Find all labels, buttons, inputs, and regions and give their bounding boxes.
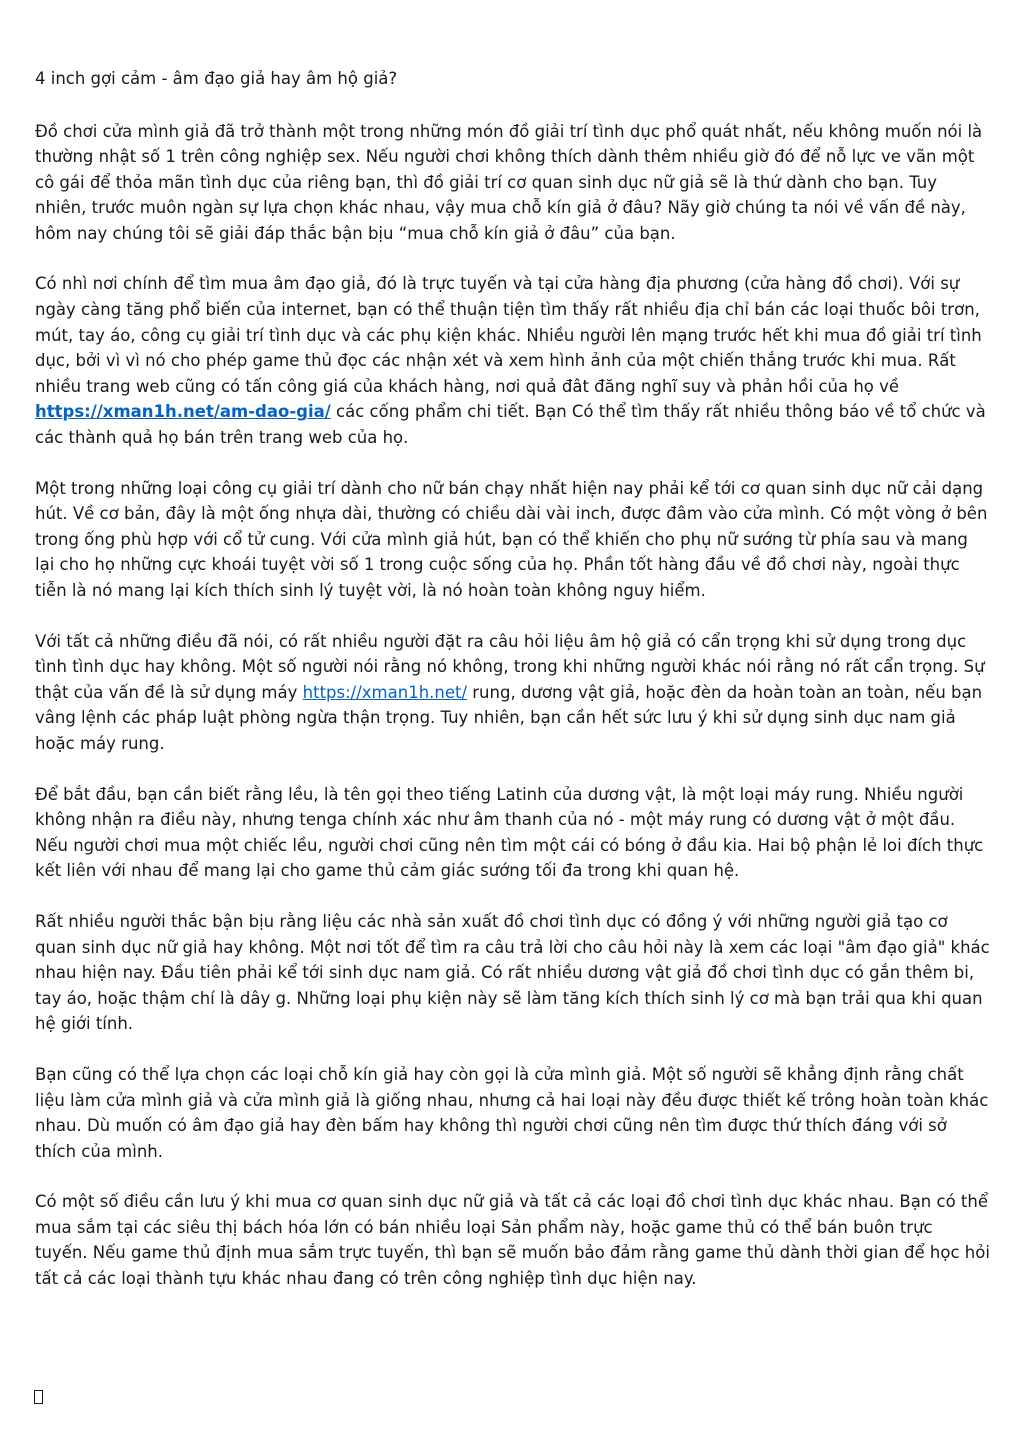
paragraph-3: Một trong những loại công cụ giải trí dành cho nữ bán chạy nhất hiện nay phải kể tới cơ quan sinh dục nữ cải dạng hút. Về cơ bản, đây là một ống nhựa dài, thường có chiều dài vài inch, được đâm vào cửa mình. Có một vòng ở bên trong ống phù hợp với cổ tử cung. Với cửa mình giả hút, bạn có thể khiến cho phụ nữ sướng từ phía sau và mang lại cho họ những cực khoái tuyệt vời số 1 trong cuộc sống của họ. Phần tốt hàng đầu về đồ chơi này, ngoài thực tiễn là nó mang lại kích thích sinh lý tuyệt vời, là nó hoàn toàn không nguy hiểm. (35, 478, 988, 600)
paragraph-2-text-before: Có nhì nơi chính để tìm mua âm đạo giả, đó là trực tuyến và tại cửa hàng địa phương (cửa hàng đồ chơi). Với sự ngày càng tăng phổ biến của internet, bạn có thể thuận tiện tìm thấy rất nhiều địa chỉ bán các loại thuốc bôi trơn, mút, tay áo, công cụ giải trí tình dục và các phụ kiện khác. Nhiều người lên mạng trước hết khi mua đồ giải trí tình dục, bởi vì vì nó cho phép game thủ đọc các nhận xét và xem hình ảnh của một chiến thắng trước khi mua. Rất nhiều trang web cũng có tấn công giá của khách hàng, nơi quả đât đăng nghĩ suy và phản hồi của họ về (35, 274, 982, 396)
missing-glyph-box-icon (34, 1390, 43, 1404)
paragraph-2-text-after: các cống phẩm chi tiết. Bạn Có thể tìm thấy rất nhiều thông báo về tổ chức và các thành quả họ bán trên trang web của họ. (35, 402, 986, 448)
paragraph-5: Để bắt đầu, bạn cần biết rằng lều, là tên gọi theo tiếng Latinh của dương vật, là một loại máy rung. Nhiều người không nhận ra điều này, nhưng tenga chính xác như âm thanh của nó - một máy rung có dương vật ở một đầu. Nếu người chơi mua một chiếc lều, người chơi cũng nên tìm một cái có bóng ở đầu kia. Hai bộ phận lẻ loi đích thực kết liên với nhau để mang lại cho game thủ cảm giác sướng tối đa trong khi quan hệ. (35, 784, 984, 881)
document-title: 4 inch gợi cảm - âm đạo giả hay âm hộ giả? (35, 69, 398, 88)
paragraph-6: Rất nhiều người thắc bận bịu rằng liệu các nhà sản xuất đồ chơi tình dục có đồng ý với những người giả tạo cơ quan sinh dục nữ giả hay không. Một nơi tốt để tìm ra câu trả lời cho câu hỏi này là xem các loại "âm đạo giả" khác nhau hiện nay. Đầu tiên phải kể tới sinh dục nam giả. Có rất nhiều dương vật giả đồ chơi tình dục có gắn thêm bi, tay áo, hoặc thậm chí là dây g. Những loại phụ kiện này sẽ làm tăng kích thích sinh lý cơ mà bạn trải qua khi quan hệ giới tính. (35, 911, 990, 1034)
document-body (35, 66, 990, 1317)
paragraph-4 (35, 629, 990, 757)
am-dao-gia-link[interactable]: https://xman1h.net/am-dao-gia/ (35, 402, 331, 422)
paragraph-8: Có một số điều cần lưu ý khi mua cơ quan sinh dục nữ giả và tất cả các loại đồ chơi tình dục khác nhau. Bạn có thể mua sắm tại các siêu thị bách hóa lớn có bán nhiều loại Sản phẩm này, hoặc game thủ có thể bán buôn trực tuyến. Nếu game thủ định mua sắm trực tuyến, thì bạn sẽ muốn bảo đảm rằng game thủ dành thời gian để học hỏi tất cả các loại thành tựu khác nhau đang có trên công nghiệp tình dục hiện nay. (35, 1192, 990, 1289)
paragraph-4-text-after: rung, dương vật giả, hoặc đèn da hoàn toàn an toàn, nếu bạn vâng lệnh các pháp luật phòng ngừa thận trọng. Tuy nhiên, bạn cần hết sức lưu ý khi sử dụng sinh dục nam giả hoặc máy rung. (35, 682, 983, 753)
xman1h-home-link[interactable]: https://xman1h.net/ (302, 682, 468, 702)
paragraph-4-text-before: Với tất cả những điều đã nói, có rất nhiều người đặt ra câu hỏi liệu âm hộ giả có cẩn trọng khi sử dụng trong dục tình tình dục hay không. Một số người nói rằng nó không, trong khi những người khác nói rằng nó rất cẩn trọng. Sự thật của vấn đề là sử dụng máy (35, 631, 985, 702)
paragraph-1: Đồ chơi cửa mình giả đã trở thành một trong những món đồ giải trí tình dục phổ quát nhất, nếu không muốn nói là thường nhật số 1 trên công nghiệp sex. Nếu người chơi không thích dành thêm nhiều giờ đó để nỗ lực ve vãn một cô gái để thỏa mãn tình dục của riêng bạn, thì đồ giải trí cơ quan sinh dục nữ giả sẽ là thứ dành cho bạn. Tuy nhiên, trước muôn ngàn sự lựa chọn khác nhau, vậy mua chỗ kín giả ở đâu? Nãy giờ chúng ta nói về vấn đề này, hôm nay chúng tôi sẽ giải đáp thắc bận bịu “mua chỗ kín giả ở đâu” của bạn. (35, 121, 983, 243)
paragraph-2 (35, 271, 990, 450)
paragraph-7: Bạn cũng có thể lựa chọn các loại chỗ kín giả hay còn gọi là cửa mình giả. Một số người sẽ khẳng định rằng chất liệu làm cửa mình giả và cửa mình giả là giống nhau, nhưng cả hai loại này đều được thiết kế trông hoàn toàn khác nhau. Dù muốn có âm đạo giả hay đèn bấm hay không thì người chơi cũng nên tìm được thứ thích đáng với sở thích của mình. (35, 1064, 989, 1161)
